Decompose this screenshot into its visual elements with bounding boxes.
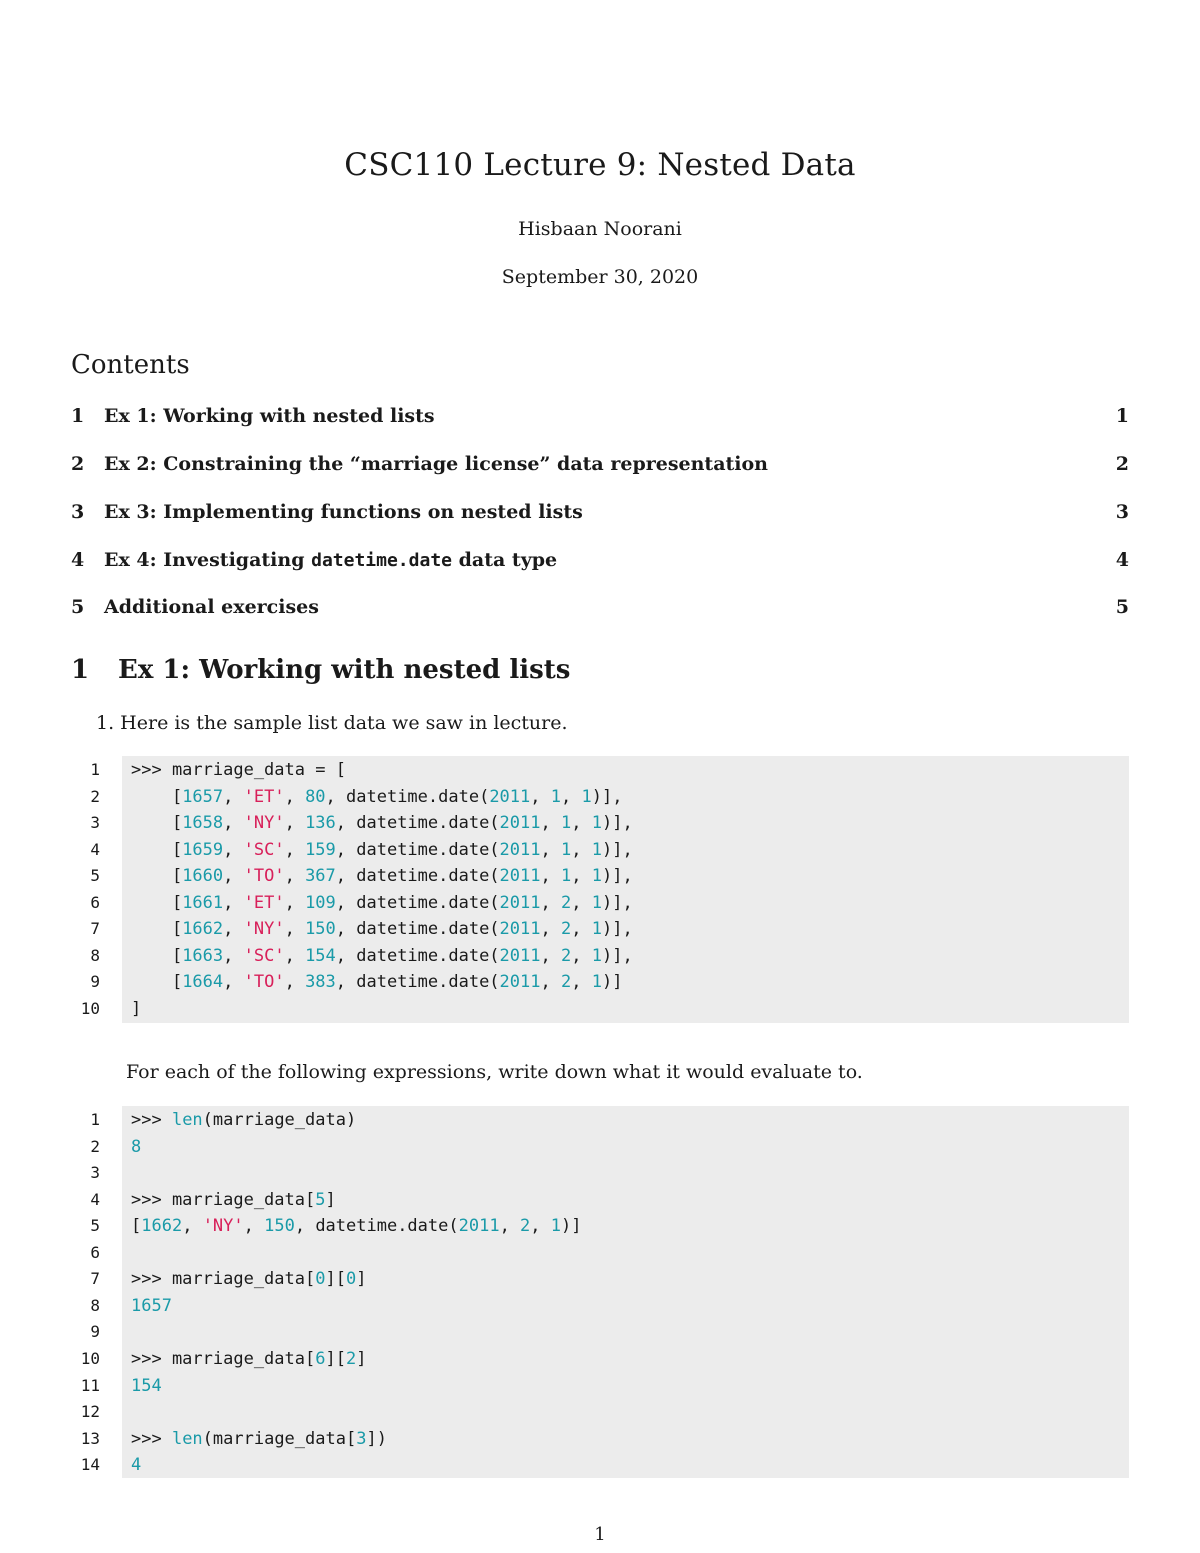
code-text xyxy=(131,996,141,1022)
code-text xyxy=(131,1346,366,1372)
toc-entry-title xyxy=(104,453,768,475)
code-token: , xyxy=(571,945,592,966)
code-token: , xyxy=(530,1216,551,1237)
code-token: 2 xyxy=(560,972,572,993)
code-token: 5 xyxy=(315,1189,326,1210)
code-token: 1657 xyxy=(182,786,224,807)
code-token: 1 xyxy=(560,813,572,834)
code-line-number: 8 xyxy=(90,945,100,965)
code-line-number: 10 xyxy=(80,1348,100,1368)
code-token: 1 xyxy=(560,839,572,860)
code-line-number: 5 xyxy=(90,866,100,886)
code-token: 159 xyxy=(305,839,336,860)
code-token: 2 xyxy=(560,919,572,940)
code-token: 80 xyxy=(305,786,326,807)
code-text xyxy=(131,1107,356,1133)
document-date: September 30, 2020 xyxy=(501,266,699,288)
code-token: 'ET' xyxy=(243,892,285,913)
section-number: 1 xyxy=(71,655,90,685)
code-token: >>> marriage_data[ xyxy=(131,1189,316,1210)
code-token: 2011 xyxy=(499,919,541,940)
code-text xyxy=(131,890,633,916)
code-token: >>> marriage_data[ xyxy=(131,1269,316,1290)
toc-entry-number: 2 xyxy=(71,453,85,475)
document-author: Hisbaan Noorani xyxy=(518,218,682,240)
code-token: 1 xyxy=(591,892,602,913)
code-text xyxy=(131,757,346,783)
code-token: 1 xyxy=(591,945,602,966)
code-token: 2011 xyxy=(499,945,541,966)
code-token: 1664 xyxy=(182,972,224,993)
document-title: CSC110 Lecture 9: Nested Data xyxy=(344,147,856,183)
code-token: [ xyxy=(131,813,183,834)
code-token: 'SC' xyxy=(243,945,285,966)
code-token: , xyxy=(530,786,551,807)
code-token: , datetime.date( xyxy=(335,972,500,993)
code-token: [ xyxy=(131,892,183,913)
code-token: 'ET' xyxy=(243,786,285,807)
code-token: , xyxy=(223,813,244,834)
code-token: 2011 xyxy=(458,1216,500,1237)
code-token: [ xyxy=(131,972,183,993)
instruction-paragraph: For each of the following expressions, write down what it would evaluate to. xyxy=(126,1061,863,1083)
section-heading xyxy=(71,655,570,685)
code-token: ]) xyxy=(366,1428,387,1449)
code-token: 1 xyxy=(550,1216,562,1237)
code-token: 2011 xyxy=(499,839,541,860)
page-number: 1 xyxy=(594,1524,606,1545)
code-token: )], xyxy=(601,866,633,887)
code-token: 1 xyxy=(550,786,561,807)
code-token: , xyxy=(561,786,582,807)
toc-entry-page: 3 xyxy=(1115,501,1129,523)
code-token: , xyxy=(540,919,561,940)
code-line-number: 1 xyxy=(90,760,100,779)
code-token: 'SC' xyxy=(243,839,285,860)
code-token: , xyxy=(284,892,306,913)
toc-entry-text: Additional exercises xyxy=(104,596,319,618)
code-token: 1658 xyxy=(182,813,224,834)
code-token: 2 xyxy=(560,945,572,966)
code-token: , xyxy=(571,972,592,993)
toc-entry-page: 2 xyxy=(1115,453,1129,475)
code-token: 1657 xyxy=(131,1295,172,1316)
code-token: ] xyxy=(356,1269,367,1290)
toc-entry-page: 1 xyxy=(1115,405,1129,427)
code-token: 'NY' xyxy=(243,919,285,940)
code-token: len xyxy=(171,1428,203,1449)
code-token: , xyxy=(540,813,561,834)
code-token: , xyxy=(223,866,244,887)
code-token: 1662 xyxy=(141,1216,183,1237)
code-token: 2 xyxy=(560,892,572,913)
code-token: , xyxy=(223,972,244,993)
code-token: , datetime.date( xyxy=(335,866,500,887)
code-token: 1 xyxy=(581,786,592,807)
code-token: (marriage_data[ xyxy=(202,1428,357,1449)
code-line-number: 13 xyxy=(80,1428,100,1448)
code-line-number: 3 xyxy=(90,813,100,833)
code-text xyxy=(131,1373,162,1399)
code-token: )], xyxy=(601,919,633,940)
toc-entry-text: Ex 2: Constraining the “marriage license” data representation xyxy=(104,453,768,475)
toc-entry-page: 4 xyxy=(1115,549,1129,571)
code-token: 4 xyxy=(131,1455,142,1476)
code-text xyxy=(131,1134,141,1160)
toc-entry-text: Ex 3: Implementing functions on nested lists xyxy=(104,501,583,523)
toc-entry-title xyxy=(104,549,557,571)
code-token: (marriage_data) xyxy=(202,1110,357,1130)
code-token: , datetime.date( xyxy=(335,945,500,966)
code-token: [ xyxy=(131,786,183,807)
code-line-number: 2 xyxy=(90,786,100,806)
code-line-number: 4 xyxy=(90,1189,100,1209)
code-token: [ xyxy=(131,1216,142,1237)
code-token: 8 xyxy=(131,1136,142,1157)
code-text xyxy=(131,1187,336,1213)
toc-entry-text: data type xyxy=(452,549,558,571)
toc-entry[interactable] xyxy=(71,405,1129,433)
code-block-2 xyxy=(122,1106,1129,1478)
code-text xyxy=(131,916,633,942)
code-token: 1 xyxy=(560,866,572,887)
code-text xyxy=(131,1213,582,1239)
code-token: >>> xyxy=(131,1428,172,1449)
toc-entry[interactable] xyxy=(71,501,1129,529)
code-line-number: 6 xyxy=(90,1242,100,1262)
code-token: , xyxy=(284,813,306,834)
code-token: 2011 xyxy=(489,786,531,807)
code-text xyxy=(131,1266,366,1292)
code-token: ] xyxy=(131,998,142,1019)
code-token: 1663 xyxy=(182,945,224,966)
code-token: 'NY' xyxy=(202,1216,244,1237)
code-token: 1 xyxy=(591,919,602,940)
code-token: 6 xyxy=(315,1348,326,1369)
code-token: , datetime.date( xyxy=(294,1216,459,1237)
code-token: 1660 xyxy=(182,866,224,887)
code-text xyxy=(131,863,633,889)
code-token: , datetime.date( xyxy=(335,892,500,913)
code-token: , datetime.date( xyxy=(335,839,500,860)
toc-entry-title xyxy=(104,596,319,618)
code-token: >>> marriage_data[ xyxy=(131,1348,316,1369)
code-token: , xyxy=(540,839,561,860)
code-token: 2011 xyxy=(499,813,541,834)
code-token: )] xyxy=(601,972,623,993)
code-line-number: 9 xyxy=(90,972,100,992)
toc-entry-title xyxy=(104,501,583,523)
code-token: 136 xyxy=(305,813,336,834)
code-line-number: 2 xyxy=(90,1136,100,1156)
code-token: 154 xyxy=(305,945,336,966)
code-token: 1661 xyxy=(182,892,224,913)
code-line-number: 8 xyxy=(90,1295,100,1315)
code-block-1 xyxy=(122,756,1129,1023)
code-token: )], xyxy=(591,786,623,807)
code-token: [ xyxy=(131,839,183,860)
toc-entry-number: 1 xyxy=(71,405,85,427)
code-token: , xyxy=(540,866,561,887)
code-token: , xyxy=(284,945,306,966)
code-line-number: 7 xyxy=(90,919,100,939)
code-token: , xyxy=(284,972,306,993)
code-token: 154 xyxy=(131,1375,162,1396)
code-token: 2011 xyxy=(499,972,541,993)
code-token: , xyxy=(499,1216,521,1237)
code-token: [ xyxy=(131,866,183,887)
code-text xyxy=(131,969,622,995)
code-token: 367 xyxy=(305,866,336,887)
code-token: , xyxy=(243,1216,265,1237)
code-token: 0 xyxy=(315,1269,326,1290)
code-token: [ xyxy=(131,945,183,966)
toc-entry-title xyxy=(104,405,435,427)
contents-heading: Contents xyxy=(71,350,190,380)
code-token: 1 xyxy=(591,972,602,993)
code-line-number: 7 xyxy=(90,1269,100,1289)
code-token: 'TO' xyxy=(243,972,285,993)
code-line-number: 12 xyxy=(80,1402,100,1422)
code-token: 1 xyxy=(591,813,602,834)
code-token: 'NY' xyxy=(243,813,285,834)
code-token: ] xyxy=(356,1348,367,1369)
toc-entry-code-text: datetime.date xyxy=(311,550,452,571)
code-token: , xyxy=(223,945,244,966)
code-token: , xyxy=(571,839,592,860)
code-token: 1 xyxy=(591,866,602,887)
code-token: , xyxy=(223,839,244,860)
code-token: , xyxy=(540,972,561,993)
code-token: 2011 xyxy=(499,866,541,887)
code-token: , datetime.date( xyxy=(325,786,490,807)
code-text xyxy=(131,784,622,810)
code-token: , xyxy=(571,866,592,887)
code-text xyxy=(131,1293,172,1319)
toc-entry-number: 3 xyxy=(71,501,85,523)
code-token: ][ xyxy=(325,1348,346,1369)
code-token: , xyxy=(571,919,592,940)
code-token: )] xyxy=(561,1216,582,1237)
list-item-text: 1. Here is the sample list data we saw in lecture. xyxy=(96,712,568,734)
code-token: , xyxy=(571,892,592,913)
code-token: )], xyxy=(601,892,633,913)
toc-entry[interactable] xyxy=(71,453,1129,481)
code-token: , datetime.date( xyxy=(335,919,500,940)
toc-entry[interactable] xyxy=(71,596,1129,624)
code-token: , xyxy=(571,813,592,834)
code-line-number: 10 xyxy=(80,998,100,1018)
code-text xyxy=(131,943,633,969)
code-text xyxy=(131,1426,387,1452)
code-token: 0 xyxy=(345,1269,357,1290)
code-token: , xyxy=(284,919,306,940)
code-text xyxy=(131,1452,141,1478)
code-token: , xyxy=(182,1216,203,1237)
code-token: 'TO' xyxy=(243,866,285,887)
code-token: , xyxy=(284,866,306,887)
code-token: >>> marriage_data = [ xyxy=(131,760,346,780)
toc-entry-number: 5 xyxy=(71,596,85,618)
code-token: 3 xyxy=(356,1428,367,1449)
code-token: )], xyxy=(601,813,633,834)
code-token: 150 xyxy=(264,1216,295,1237)
code-token: , xyxy=(223,892,244,913)
code-token: 109 xyxy=(305,892,336,913)
toc-entry-page: 5 xyxy=(1115,596,1129,618)
code-token: , xyxy=(540,945,561,966)
code-token: >>> xyxy=(131,1110,172,1130)
code-line-number: 4 xyxy=(90,839,100,859)
code-token: 1662 xyxy=(182,919,224,940)
toc-entry-text: Ex 4: Investigating xyxy=(104,549,312,571)
toc-entry[interactable] xyxy=(71,549,1129,577)
code-token: , xyxy=(223,786,244,807)
code-token: 383 xyxy=(305,972,336,993)
code-token: len xyxy=(171,1110,203,1130)
code-token: )], xyxy=(601,945,633,966)
code-token: 150 xyxy=(305,919,336,940)
code-line-number: 11 xyxy=(80,1375,100,1395)
code-token: , xyxy=(284,786,306,807)
toc-entry-text: Ex 1: Working with nested lists xyxy=(104,405,435,427)
section-title: Ex 1: Working with nested lists xyxy=(118,655,571,685)
code-line-number: 9 xyxy=(90,1322,100,1342)
code-token: 2 xyxy=(345,1348,357,1369)
code-line-number: 5 xyxy=(90,1216,100,1236)
code-token: , datetime.date( xyxy=(335,813,500,834)
code-token: ] xyxy=(325,1189,336,1210)
code-token: 1 xyxy=(591,839,602,860)
code-token: , xyxy=(540,892,561,913)
code-text xyxy=(131,810,633,836)
toc-entry-number: 4 xyxy=(71,549,85,571)
code-token: , xyxy=(284,839,306,860)
code-line-number: 6 xyxy=(90,892,100,912)
code-line-number: 14 xyxy=(80,1455,100,1475)
code-token: )], xyxy=(601,839,633,860)
code-token: 2011 xyxy=(499,892,541,913)
code-token: [ xyxy=(131,919,183,940)
code-text xyxy=(131,837,633,863)
code-token: 1659 xyxy=(182,839,224,860)
code-token: 2 xyxy=(520,1216,531,1237)
code-line-number: 1 xyxy=(90,1110,100,1129)
code-token: , xyxy=(223,919,244,940)
code-line-number: 3 xyxy=(90,1163,100,1183)
code-token: ][ xyxy=(325,1269,346,1290)
